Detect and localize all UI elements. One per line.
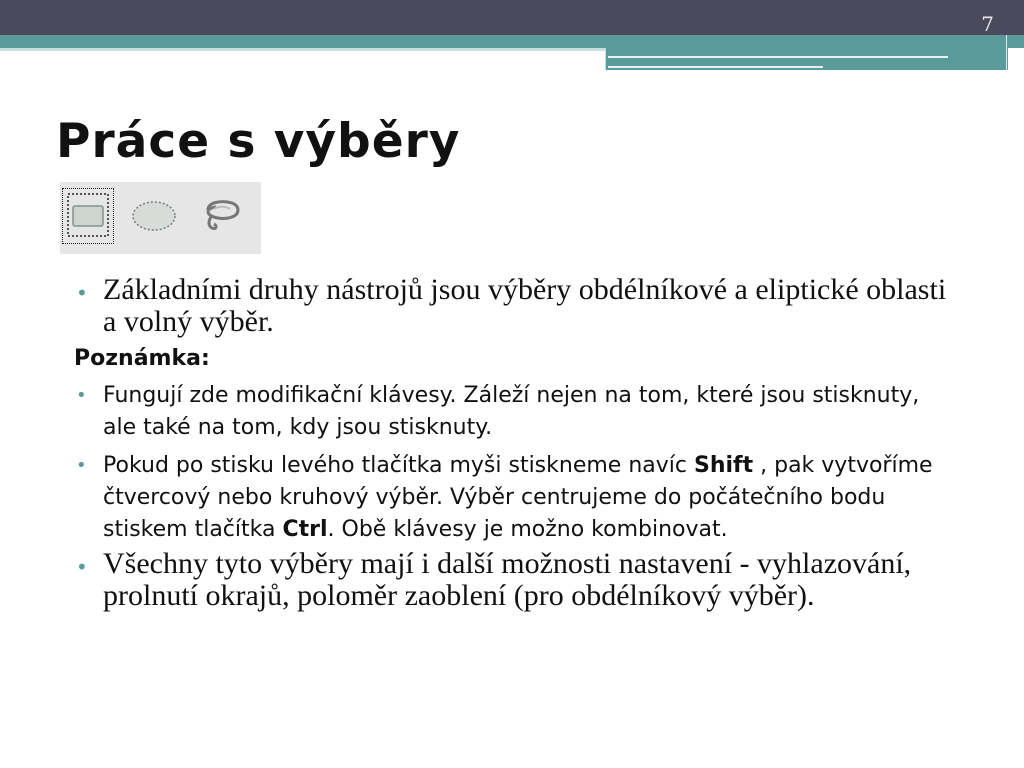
slide-content: [74, 270, 954, 612]
header-band-dark: [0, 0, 1024, 35]
ctrl-key-label: Ctrl: [282, 517, 328, 542]
rectangle-select-icon[interactable]: [62, 188, 114, 244]
header-tab-line: [608, 66, 823, 68]
bullet-item: • Všechny tyto výběry mají i další možnosti nastavení - vyhlazování, prolnutí okrajů, poloměr zaoblení (pro obdélníkový výběr).: [74, 548, 954, 612]
free-select-lasso-icon[interactable]: [196, 188, 248, 244]
bullet-item: [74, 450, 954, 546]
header-tab-line: [608, 56, 948, 58]
note-label: Poznámka:: [74, 346, 210, 371]
header-band-light: [0, 48, 605, 51]
ellipse-select-icon[interactable]: [128, 188, 180, 244]
bullet-text: Pokud po stisku levého tlačítka myši stiskneme navíc: [103, 453, 694, 478]
bullet-text: , pak vytvoříme čtvercový nebo kruhový výběr. Výběr centrujeme do počátečního bodu stiskem tlačítka: [103, 453, 933, 542]
header-band-teal: [0, 35, 1024, 48]
selection-tools-strip: [60, 182, 261, 254]
slide-title: Práce s výběry: [56, 114, 461, 169]
bullet-item: • Fungují zde modifikační klávesy. Záleží nejen na tom, které jsou stisknuty, ale také na tom, kdy jsou stisknuty.: [74, 380, 954, 444]
shift-key-label: Shift: [693, 453, 754, 478]
slide-number: 7: [981, 12, 994, 36]
bullet-item: • Základními druhy nástrojů jsou výběry obdélníkové a eliptické oblasti a volný výběr.: [74, 274, 954, 338]
bullet-text: . Obě klávesy je možno kombinovat.: [327, 517, 728, 542]
header-divider: [1006, 35, 1007, 70]
